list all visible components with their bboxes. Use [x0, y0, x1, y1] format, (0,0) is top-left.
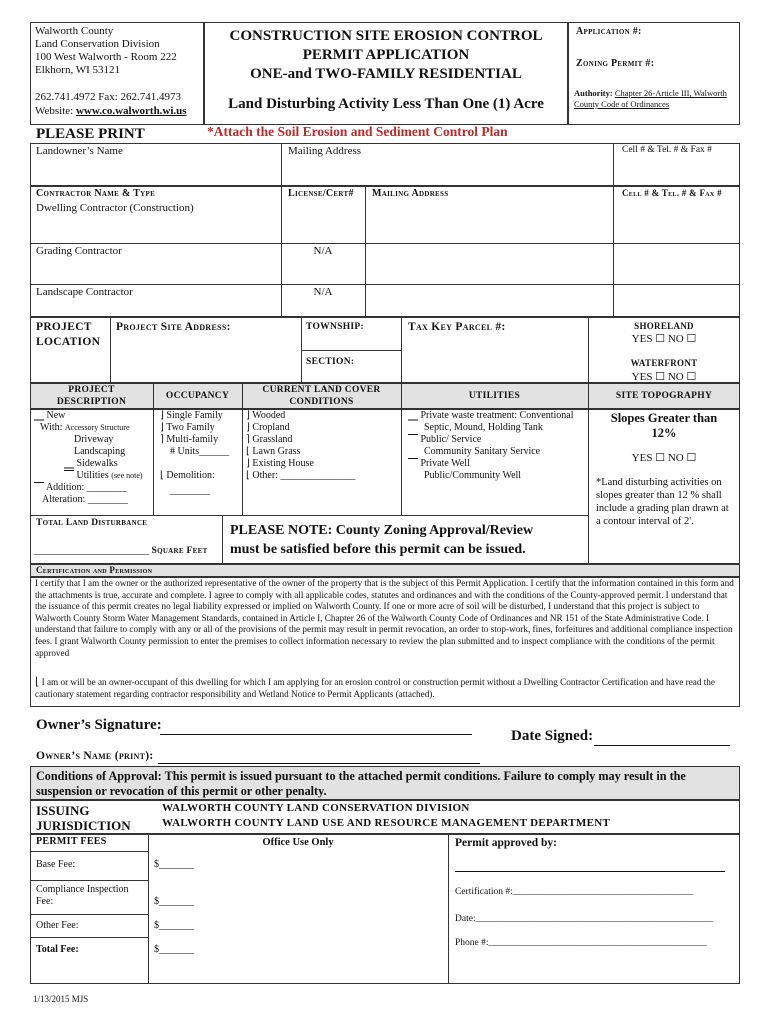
option-new[interactable]: ⎽ New: [34, 410, 66, 421]
slopes-yes-no[interactable]: YES ☐ NO ☐: [631, 452, 697, 464]
disturbance-blank: _______________________: [34, 545, 149, 556]
contractor-phone-header: Cell # & Tel. # & Fax #: [622, 188, 722, 198]
please-print: PLEASE PRINT: [36, 126, 145, 142]
option-private-waste[interactable]: ⎽ Private waste treatment: Conventional: [408, 410, 574, 421]
application-number-label: Application #:: [576, 26, 642, 37]
section-label: SECTION:: [306, 357, 355, 367]
certification-header: Certification and Permission: [36, 565, 153, 575]
divider: [30, 937, 148, 938]
checkbox-icon: ⌊: [160, 470, 167, 481]
form-title-line3: ONE-and TWO-FAMILY RESIDENTIAL: [250, 66, 522, 82]
option-cropland[interactable]: ⌋ Cropland: [246, 422, 290, 433]
divider: [30, 243, 740, 244]
approval-date-field[interactable]: Date:__________________________________________________: [455, 914, 714, 924]
option-grassland[interactable]: ⌉ Grassland: [246, 434, 293, 445]
authority-reference: Chapter 26-Article III, Walworth County Code of Ordinances: [574, 88, 727, 109]
form-title-line2: PERMIT APPLICATION: [302, 47, 470, 63]
office-use-only: Office Use Only: [262, 837, 334, 848]
compliance-fee-label2: Fee:: [36, 896, 54, 907]
tax-key-label: Tax Key Parcel #:: [408, 321, 506, 333]
checkbox-icon: ⌋: [246, 410, 253, 421]
waterfront-label: WATERFRONT: [630, 358, 698, 368]
option-lawn-grass[interactable]: ⌊ Lawn Grass: [246, 446, 301, 457]
checkbox-icon: ⎽: [34, 410, 47, 421]
option-utilities[interactable]: ⎺ Utilities (see note): [64, 470, 143, 481]
public-service-detail: Community Sanitary Service: [424, 446, 541, 457]
occupancy-list: [160, 410, 242, 497]
issuing-department1: WALWORTH COUNTY LAND CONSERVATION DIVISION: [162, 802, 470, 814]
checkbox-icon: ⎽: [408, 410, 421, 421]
permit-fees-header: PERMIT FEES: [36, 836, 107, 847]
occupancy-header: OCCUPANCY: [165, 391, 230, 401]
option-other-cover[interactable]: ⌊ Other: _______________: [246, 470, 356, 481]
project-description-header2: DESCRIPTION: [56, 397, 127, 407]
owner-name-label: Owner’s Name (print):: [36, 750, 154, 762]
landowner-name-label: Landowner’s Name: [36, 145, 123, 157]
utilities-list: [408, 410, 586, 482]
checkbox-icon: ⌋: [246, 458, 253, 469]
please-note-line1: PLEASE NOTE: County Zoning Approval/Review: [230, 523, 534, 538]
website-label: Website:: [35, 105, 74, 117]
divider: [30, 515, 588, 516]
org-phone: 262.741.4972 Fax: 262.741.4973: [35, 91, 182, 103]
divider: [448, 834, 449, 984]
checkbox-icon: ⌋: [160, 422, 167, 433]
option-demolition[interactable]: ⌊ Demolition:: [160, 470, 215, 481]
checkbox-icon: ⎺: [34, 482, 46, 493]
base-fee-field[interactable]: $_______: [154, 859, 194, 870]
conditions-of-approval: Conditions of Approval: This permit is issued pursuant to the attached permit conditions. Failure to comply may result in the suspension or revocation of this permit or other penalty.: [36, 769, 686, 798]
option-public-well[interactable]: Public/Community Well: [424, 470, 522, 481]
land-cover-header2: CONDITIONS: [289, 397, 354, 407]
compliance-fee-field[interactable]: $_______: [154, 896, 194, 907]
township-label: TOWNSHIP:: [306, 322, 364, 332]
org-address: 100 West Walworth - Room 222: [35, 51, 177, 63]
certification-text: I certify that I am the owner or the authorized representative of the owner of the property that is the subject of this Permit Application. I certify that the information contained in this form and the attachments is true, accurate and complete. I agree to comply with all applicable codes, statutes and ordinances and with the conditions of the County-approved permit. I understand that the issuance of this permit creates no legal liability expressed or implied on Walworth County. If one or more acre of soil will be disturbed, I understand that this project is subject to Walworth County Storm Water Management Standards, contained in Article I, Chapter 26 of the Walworth County Code of Ordinances and NR 151 of the State Administrative Code. I understand that failure to comply with any or all of the provisions of the permit may result in permit revocation, an order to stop-work, fines, forfeitures and additional compliance inspection fees. I grant Walworth County permission to enter the premises to collect information necessary to review the plan submitted and to inspect compliance with the conditions of the permit approved: [35, 578, 734, 658]
divider: [153, 383, 154, 515]
divider: [301, 350, 401, 351]
landscape-contractor-label: Landscape Contractor: [36, 286, 133, 298]
total-land-disturbance-field[interactable]: [34, 545, 208, 556]
landowner-address-field[interactable]: [282, 158, 612, 185]
contractor-type-header: Contractor Name & Type: [36, 188, 156, 199]
project-description-header1: PROJECT: [68, 385, 115, 395]
option-landscaping[interactable]: Landscaping: [74, 446, 126, 457]
checkbox-icon: ⎺: [64, 470, 77, 481]
compliance-fee-label1: Compliance Inspection: [36, 884, 129, 895]
grading-license-na: N/A: [313, 245, 333, 257]
project-description-list: [34, 410, 152, 506]
other-fee-field[interactable]: $_______: [154, 920, 194, 931]
option-addition[interactable]: ⎺ Addition: ________: [34, 482, 127, 493]
square-feet-label: Square Feet: [151, 546, 208, 556]
divider: [401, 383, 402, 515]
certification-number-field[interactable]: Certification #:______________________________________: [455, 887, 694, 897]
with-row: With: Accessory Structure: [40, 422, 130, 433]
checkbox-icon: ⌋: [160, 410, 167, 421]
total-fee-label: Total Fee:: [36, 944, 79, 955]
checkbox-icon: ⎺: [408, 458, 421, 469]
landscape-license-na: N/A: [313, 286, 333, 298]
option-wooded[interactable]: ⌋ Wooded: [246, 410, 286, 421]
zoning-permit-label: Zoning Permit #:: [576, 58, 655, 69]
base-fee-label: Base Fee:: [36, 859, 76, 870]
option-existing-house[interactable]: ⌋ Existing House: [246, 458, 314, 469]
dwelling-contractor-label: Dwelling Contractor (Construction): [36, 202, 194, 214]
divider: [365, 186, 366, 317]
units-field[interactable]: # Units______: [170, 446, 230, 457]
topography-note: *Land disturbing activities on slopes greater than 12 % shall include a grading plan drawn at a contour interval of 2'.: [596, 477, 729, 527]
checkbox-icon: ⌊: [35, 676, 40, 688]
option-driveway[interactable]: Driveway: [74, 434, 114, 445]
authority-text: [574, 88, 734, 110]
project-location-label2: LOCATION: [36, 336, 101, 348]
permit-approved-by-label: Permit approved by:: [455, 837, 558, 849]
option-two-family[interactable]: ⌋ Two Family: [160, 422, 215, 433]
org-name: Walworth County: [35, 25, 114, 37]
divider: [30, 914, 148, 915]
attach-plan-note: *Attach the Soil Erosion and Sediment Control Plan: [207, 124, 508, 139]
shoreland-yes-no[interactable]: YES ☐ NO ☐: [631, 333, 697, 345]
form-title-line1: CONSTRUCTION SITE EROSION CONTROL: [229, 28, 543, 44]
option-private-well[interactable]: ⎺ Private Well: [408, 458, 470, 469]
checkbox-icon: ⎺: [408, 434, 421, 445]
checkbox-icon: ⌋: [246, 422, 253, 433]
waterfront-yes-no[interactable]: YES ☐ NO ☐: [631, 371, 697, 383]
project-location-label1: PROJECT: [36, 321, 92, 333]
slopes-line2: 12%: [651, 426, 677, 440]
owner-occupant-statement[interactable]: ⌊ I am or will be an owner-occupant of this dwelling for which I am applying for an erosion control or construction permit without a Dwelling Contractor Certification and have read the cautionary statement regarding contractor responsibility and Wetland Notice to Permit Applicants (attached).: [35, 676, 715, 699]
website-link[interactable]: www.co.walworth.wi.us: [75, 105, 187, 117]
divider: [30, 284, 740, 285]
landowner-name-field[interactable]: [31, 158, 280, 185]
total-land-disturbance-label: Total Land Disturbance: [36, 518, 148, 528]
landowner-phone-field[interactable]: [614, 158, 739, 185]
option-public-service[interactable]: ⎺ Public/ Service: [408, 434, 482, 445]
option-accessory[interactable]: Accessory Structure: [64, 423, 130, 432]
authority-label: Authority:: [574, 88, 613, 98]
total-fee-field[interactable]: $_______: [154, 944, 194, 955]
owner-signature-field[interactable]: [160, 719, 472, 735]
org-city: Elkhorn, WI 53121: [35, 64, 121, 76]
land-cover-list: [246, 410, 400, 482]
form-revision: 1/13/2015 MJS: [33, 994, 89, 1004]
demolition-field[interactable]: ________: [170, 485, 210, 496]
utilities-header: UTILITIES: [468, 391, 521, 401]
divider: [613, 186, 614, 317]
landowner-phone-label: Cell # & Tel. # & Fax #: [622, 145, 712, 155]
date-signed-label: Date Signed:: [511, 728, 594, 744]
checkbox-icon: ⌉: [160, 434, 167, 445]
issuing-label1: ISSUING: [36, 803, 90, 818]
slopes-line1: Slopes Greater than: [610, 411, 718, 425]
private-waste-detail: Septic, Mound, Holding Tank: [424, 422, 543, 433]
owner-name-field[interactable]: [158, 750, 480, 764]
fees-table: [30, 834, 740, 984]
divider: [222, 515, 223, 564]
option-alteration[interactable]: Alteration: ________: [42, 494, 128, 505]
date-signed-field[interactable]: [594, 730, 730, 746]
please-note-line2: must be satisfied before this permit can be issued.: [230, 542, 526, 557]
divider: [110, 317, 111, 383]
divider: [30, 880, 148, 881]
checkbox-icon: ⎽: [64, 458, 77, 469]
divider: [30, 851, 148, 852]
org-division: Land Conservation Division: [35, 38, 160, 50]
owner-signature-label: Owner’s Signature:: [36, 717, 162, 733]
issuing-label2: JURISDICTION: [36, 818, 131, 833]
divider: [401, 317, 402, 383]
checkbox-icon: ⌊: [246, 470, 253, 481]
other-fee-label: Other Fee:: [36, 920, 79, 931]
approval-phone-field[interactable]: Phone #:______________________________________________: [455, 938, 708, 948]
divider: [148, 834, 149, 984]
site-topography-header: SITE TOPOGRAPHY: [615, 391, 713, 401]
org-website: [35, 105, 187, 117]
project-site-address-label: Project Site Address:: [116, 321, 231, 333]
contractor-license-header: License/Cert#: [288, 188, 354, 199]
checkbox-icon: ⌊: [246, 446, 253, 457]
shoreland-label: SHORELAND: [634, 321, 694, 331]
form-subtitle: Land Disturbing Activity Less Than One (1) Acre: [228, 96, 544, 112]
grading-contractor-label: Grading Contractor: [36, 245, 122, 257]
option-multi-family[interactable]: ⌉ Multi-family: [160, 434, 219, 445]
landowner-address-label: Mailing Address: [288, 145, 362, 157]
contractor-address-header: Mailing Address: [372, 188, 449, 199]
land-cover-header1: CURRENT LAND COVER: [262, 385, 381, 395]
issuing-department2: WALWORTH COUNTY LAND USE AND RESOURCE MANAGEMENT DEPARTMENT: [162, 817, 611, 829]
option-sidewalks[interactable]: ⎽ Sidewalks: [64, 458, 118, 469]
option-single-family[interactable]: ⌋ Single Family: [160, 410, 223, 421]
permit-approved-by-field[interactable]: [455, 859, 725, 872]
checkbox-icon: ⌉: [246, 434, 253, 445]
